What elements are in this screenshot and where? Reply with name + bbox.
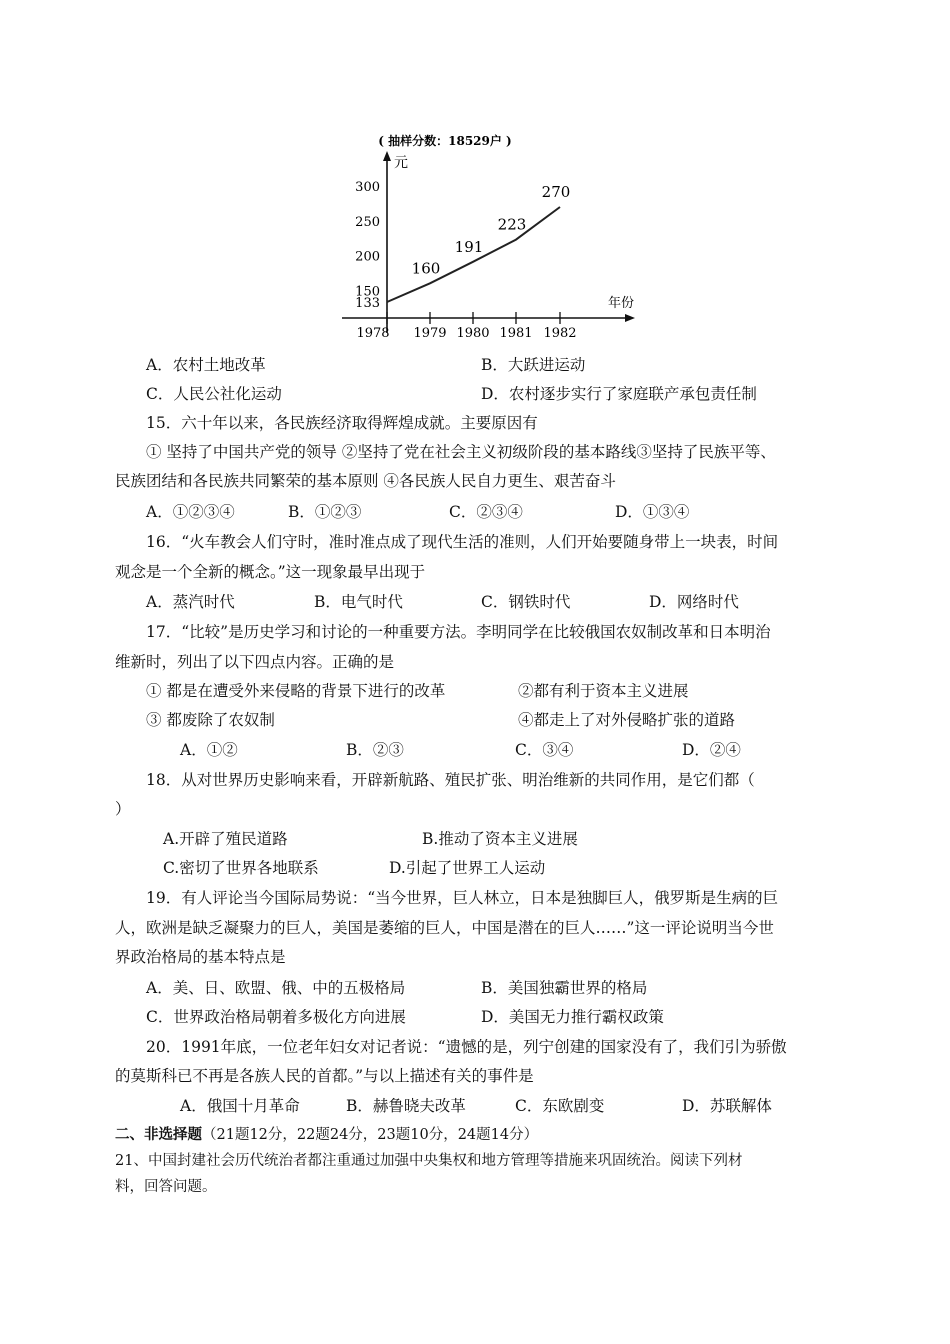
y-tick-label: 250 xyxy=(355,214,380,230)
q14-option-c: C．人民公社化运动 xyxy=(146,385,282,403)
q17-item1: ① 都是在遭受外来侵略的背景下进行的改革 xyxy=(146,682,446,700)
data-label: 270 xyxy=(541,183,571,202)
chart-title: ( 抽样分数：18529户 ) xyxy=(378,134,512,148)
y-tick-label: 150 xyxy=(355,284,380,300)
q18-option-c: C.密切了世界各地联系 xyxy=(163,859,319,877)
q19-option-c: C．世界政治格局朝着多极化方向进展 xyxy=(146,1008,406,1026)
q14-option-a: A．农村土地改革 xyxy=(146,356,266,374)
q14-option-d: D．农村逐步实行了家庭联产承包责任制 xyxy=(481,385,757,403)
q20-option-b: B．赫鲁晓夫改革 xyxy=(346,1097,466,1115)
q20-line2: 的莫斯科已不再是各族人民的首都。”与以上描述有关的事件是 xyxy=(115,1067,534,1085)
q19-line3: 界政治格局的基本特点是 xyxy=(115,948,286,966)
q16-option-b: B．电气时代 xyxy=(314,593,403,611)
q14-option-b: B．大跃进运动 xyxy=(481,356,586,374)
q17-option-c: C．③④ xyxy=(515,741,574,759)
q20-option-c: C．东欧剧变 xyxy=(515,1097,605,1115)
x-axis-arrow xyxy=(625,314,635,322)
q15-line1: ① 坚持了中国共产党的领导 ②坚持了党在社会主义初级阶段的基本路线③坚持了民族平等、 xyxy=(146,443,776,461)
section2-heading: 二、非选择题 xyxy=(115,1126,202,1143)
q18-option-d: D.引起了世界工人运动 xyxy=(389,859,546,877)
y-axis-arrow xyxy=(383,151,391,161)
y-tick-label: 300 xyxy=(355,180,380,196)
q19-line1: 19．有人评论当今国际局势说：“当今世界，巨人林立，日本是独脚巨人，俄罗斯是生病的巨 xyxy=(146,889,779,907)
q16-option-a: A．蒸汽时代 xyxy=(146,593,235,611)
x-axis-label: 年份 xyxy=(608,296,635,311)
q18-option-a: A.开辟了殖民道路 xyxy=(163,830,288,848)
q17-option-a: A．①② xyxy=(180,741,238,759)
q20-option-a: A．俄国十月革命 xyxy=(180,1097,300,1115)
q15-stem: 15．六十年以来，各民族经济取得辉煌成就。主要原因有 xyxy=(146,414,538,432)
q21-line1: 21、中国封建社会历代统治者都注重通过加强中央集权和地方管理等措施来巩固统治。阅读下列材 xyxy=(115,1153,743,1169)
q18-line2: ） xyxy=(115,800,131,818)
y-tick-label: 133 xyxy=(355,296,380,312)
q15-line2: 民族团结和各民族共同繁荣的基本原则 ④各民族人民自力更生、艰苦奋斗 xyxy=(115,472,616,490)
q16-line1: 16．“火车教会人们守时，准时准点成了现代生活的准则，人们开始要随身带上一块表，时间 xyxy=(146,533,779,551)
q15-option-d: D．①③④ xyxy=(615,503,690,521)
q15-option-b: B．①②③ xyxy=(288,503,362,521)
q15-option-c: C．②③④ xyxy=(449,503,523,521)
q19-option-d: D．美国无力推行霸权政策 xyxy=(481,1008,664,1026)
x-tick-label: 1982 xyxy=(543,326,577,341)
q17-line1: 17．“比较”是历史学习和讨论的一种重要方法。李明同学在比较俄国农奴制改革和日本明治 xyxy=(146,623,771,641)
q16-option-d: D．网络时代 xyxy=(649,593,739,611)
data-label: 223 xyxy=(497,215,527,234)
section2-line xyxy=(115,1125,538,1145)
q17-item3: ③ 都废除了农奴制 xyxy=(146,711,275,729)
q17-item4: ④都走上了对外侵略扩张的道路 xyxy=(518,711,736,729)
x-tick-label: 1978 xyxy=(356,326,390,341)
data-label: 191 xyxy=(454,237,484,256)
q15-option-a: A．①②③④ xyxy=(146,503,235,521)
q16-option-c: C．钢铁时代 xyxy=(481,593,571,611)
income-line-chart xyxy=(330,125,640,347)
q19-option-a: A．美、日、欧盟、俄、中的五极格局 xyxy=(146,979,406,997)
q20-option-d: D．苏联解体 xyxy=(682,1097,772,1115)
x-tick-label: 1980 xyxy=(456,326,490,341)
q19-line2: 人，欧洲是缺乏凝聚力的巨人，美国是萎缩的巨人，中国是潜在的巨人……”这一评论说明当今世 xyxy=(115,919,774,937)
x-tick-label: 1979 xyxy=(413,326,447,341)
section2-note: （21题12分，22题24分，23题10分，24题14分） xyxy=(202,1127,539,1143)
q17-item2: ②都有利于资本主义进展 xyxy=(518,682,689,700)
q21-line2: 料，回答问题。 xyxy=(115,1179,217,1195)
y-tick-label: 200 xyxy=(355,249,380,265)
q18-option-b: B.推动了资本主义进展 xyxy=(422,830,578,848)
data-label: 160 xyxy=(411,259,441,278)
x-tick-label: 1981 xyxy=(499,326,533,341)
q20-line1: 20．1991年底，一位老年妇女对记者说：“遗憾的是，列宁创建的国家没有了，我们引为骄傲 xyxy=(146,1038,787,1056)
q17-line2: 维新时，列出了以下四点内容。正确的是 xyxy=(115,653,395,671)
q16-line2: 观念是一个全新的概念。”这一现象最早出现于 xyxy=(115,563,426,581)
q17-option-b: B．②③ xyxy=(346,741,404,759)
q18-line1: 18．从对世界历史影响来看，开辟新航路、殖民扩张、明治维新的共同作用，是它们都（ xyxy=(146,771,755,789)
q19-option-b: B．美国独霸世界的格局 xyxy=(481,979,648,997)
y-axis-label: 元 xyxy=(394,155,408,171)
q17-option-d: D．②④ xyxy=(682,741,741,759)
